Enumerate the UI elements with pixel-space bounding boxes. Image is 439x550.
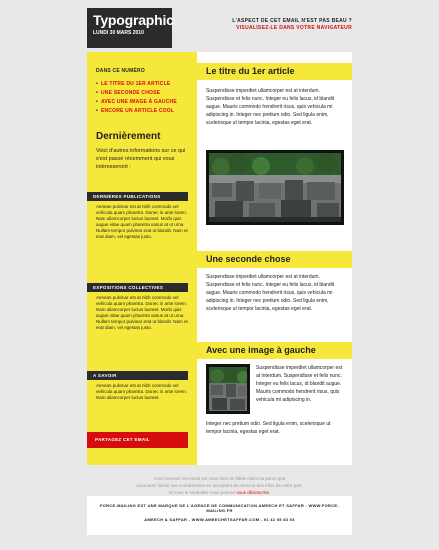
sidebar-section xyxy=(87,371,188,401)
article-text-below: Integer nec pretium odio. Sed ligula enim, scelerisque ut tempor lacinia, egestas eget erat. xyxy=(206,421,331,435)
toc-item-label: AVEC UNE IMAGE À GAUCHE xyxy=(100,99,177,105)
article-thumbnail xyxy=(206,364,250,414)
toc-item-label: UNE SECONDE CHOSE xyxy=(100,90,161,96)
bullet-icon: • xyxy=(96,90,98,96)
memorial-photo-image xyxy=(209,153,341,222)
sidebar-section xyxy=(87,283,188,331)
content-columns xyxy=(87,52,352,465)
section-label: DERNIÈRES PUBLICATIONS xyxy=(87,192,188,201)
footer-note-line: Vous recevez cet email car vous êtes un fidèle client ou parce que xyxy=(153,476,286,481)
brand-block xyxy=(87,8,172,48)
bullet-icon: • xyxy=(96,81,98,87)
article-text: Suspendisse imperdiet ullamcorper est at interdum. Suspendisse et felis nunc. Integer eu felis lacus, id blandit augue. Mauris commodo hendrerit risus, quis vehicula mi adipiscing in. Integer nec pretium odio. Sed ligula enim, scelerisque ut tempor lacinia, egestas eget erat. xyxy=(206,274,335,312)
issue-date: LUNDI 30 MARS 2010 xyxy=(93,30,144,36)
unsubscribe-link[interactable]: vous désinscrire xyxy=(236,490,270,495)
bullet-icon: • xyxy=(96,108,98,114)
brand-title: Typographic xyxy=(93,12,174,28)
footer-credits xyxy=(87,496,352,535)
notice-link-wrap xyxy=(224,25,352,32)
section-text: Aenean pulvinar est at nibh commodo vel vehicula quam pharetra. Donec in ante lorem. Nam ullamcorper luctus laoreet. xyxy=(96,383,188,400)
main-content xyxy=(197,52,352,465)
section-label: EXPOSITIONS COLLECTIVES xyxy=(87,283,188,292)
toc-item-label: LE TITRE DU 1ER ARTICLE xyxy=(100,81,171,87)
article-title: Avec une image à gauche xyxy=(197,342,352,359)
article-title: Le titre du 1er article xyxy=(197,63,352,80)
latest-intro: Voici d'autres informations sur ce qui s'est passé récemment qui vous intéresseront : xyxy=(96,148,186,170)
toc-item[interactable] xyxy=(96,89,190,98)
sidebar-section xyxy=(87,192,188,240)
section-text: Aenean pulvinar est at nibh commodo vel vehicula quam pharetra. Donec in ante lorem. Nam ullamcorper luctus laoreet. Morbi quis augue vitae quam pharetra varius at ut urna. Nullam tempor pulvinar erat ut blandit. Nam et erat diam, vel egestas justo. xyxy=(96,295,188,330)
memorial-thumbnail-image xyxy=(209,367,247,411)
footer-credit-line: FORCE-MAILING EST UNE MARQUE DE L'AGENCE DE COMMUNICATION AMEECH ET SAFFAR - WWW.FORCE-MAILING.FR xyxy=(99,503,340,513)
view-online-notice xyxy=(224,18,352,32)
latest-title: Dernièrement xyxy=(96,131,161,142)
table-of-contents xyxy=(96,80,190,116)
section-text: Aenean pulvinar est at nibh commodo vel vehicula quam pharetra. Donec in ante lorem. Nam ullamcorper luctus laoreet. Morbi quis augue vitae quam pharetra varius at ut urna. Nullam tempor pulvinar erat ut blandit. Nam et erat diam, vel egestas justo. xyxy=(96,204,188,239)
footer-note-suffix: . xyxy=(269,490,271,495)
email-footer xyxy=(87,475,352,522)
footer-note-line: vous avez laissé vos coordonnées en acceptant de recevoir des infos de notre part. xyxy=(136,483,303,488)
notice-question: L'ASPECT DE CET EMAIL N'EST PAS BEAU ? xyxy=(232,18,352,24)
email-header xyxy=(87,8,352,50)
toc-item-label: ENCORE UN ARTICLE COOL xyxy=(100,108,175,114)
toc-item[interactable] xyxy=(96,80,190,89)
article-photo xyxy=(206,150,344,225)
article-title: Une seconde chose xyxy=(197,251,352,268)
view-in-browser-link[interactable]: VISUALISEZ-LE DANS VOTRE NAVIGATEUR xyxy=(236,25,352,31)
bullet-icon: • xyxy=(96,99,98,105)
toc-item[interactable] xyxy=(96,98,190,107)
sidebar xyxy=(87,52,197,465)
footer-credit-line: AMEECH & SAFFAR - WWW.AMEECHETSAFFAR.COM - 01 42 05 83 93 xyxy=(144,517,295,522)
article-text: Suspendisse imperdiet ullamcorper est at interdum. Suspendisse et felis nunc. Integer eu felis lacus, id blandit augue. Mauris commodo hendrerit risus, quis vehicula mi adipiscing in. Integer nec pretium odio. Sed ligula enim, scelerisque ut tempor lacinia, egestas eget erat. xyxy=(206,88,335,126)
footer-note-prefix: Si vous le souhaitez vous pouvez xyxy=(168,490,236,495)
toc-item[interactable] xyxy=(96,107,190,116)
email-frame xyxy=(87,8,352,522)
toc-heading: DANS CE NUMÉRO xyxy=(96,68,145,74)
footer-note-line xyxy=(87,489,352,496)
article-text-right: Suspendisse imperdiet ullamcorper est at interdum. Suspendisse et felis nunc. Integer eu felis lacus, id blandit augue. Mauris commodo hendrerit risus, quis vehicula mi adipiscing in. xyxy=(256,365,343,403)
share-email-button[interactable]: PARTAGEZ CET EMAIL xyxy=(87,432,188,448)
section-label: A SAVOIR xyxy=(87,371,188,380)
